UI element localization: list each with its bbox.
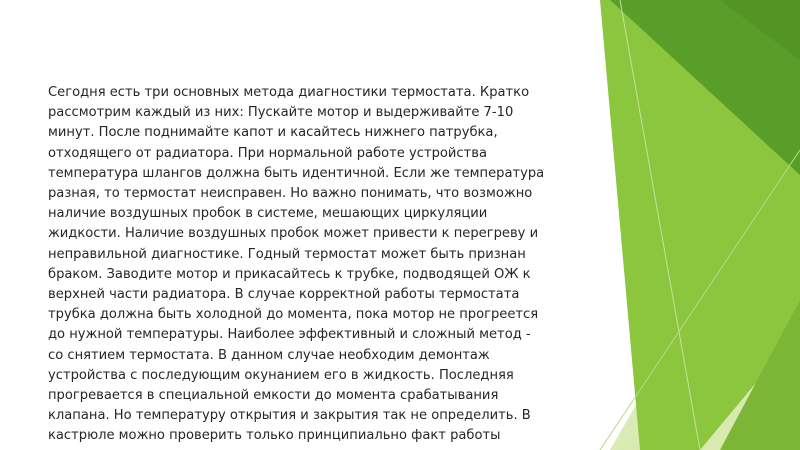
slide-body-text: Сегодня есть три основных метода диагностики термостата. Кратко рассмотрим каждый из них: Пускайте мотор и выдерживайте 7-10 минут. После поднимайте капот и касайтесь нижнего патрубка, отходящего от радиатора. При нормальной работе устройства температура шлангов должна быть идентичной. Если же температура разная, то термостат неисправен. Но важно понимать, что возможно наличие воздушных пробок в системе, мешающих циркуляции жидкости. Наличие воздушных пробок может привести к перегреву и неправильной диагностике. Годный термостат может быть признан браком. Заводите мотор и прикасайтесь к трубке, подводящей ОЖ к верхней части радиатора. В случае корректной работы термостата трубка должна быть холодной до момента, пока мотор не прогреется до нужной температуры. Наиболее эффективный и сложный метод - со снятием термостата. В данном случае необходим демонтаж устройства с последующим окунанием его в жидкость. Последняя прогревается в специальной емкости до момента срабатывания клапана. Но температуру открытия и закрытия так не определить. В кастрюле можно проверить только принципиально факт работы	[48, 85, 545, 444]
